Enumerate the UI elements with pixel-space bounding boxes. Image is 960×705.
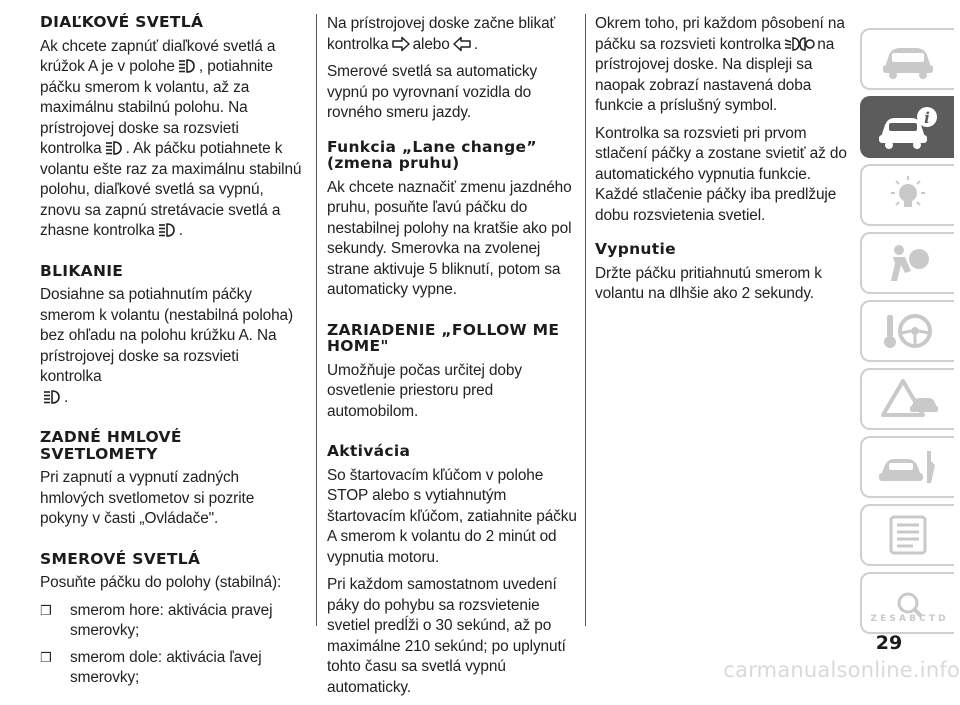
heading-flash: BLIKANIE (40, 261, 124, 280)
paragraph: So štartovacím kľúčom v polohe STOP alebo s vytiahnutým štartovacím kľúčom, zatiahnite páčku A smerom k volantu do 2 minút od vypnutia motoru. (327, 466, 577, 566)
key-steering-wheel-icon (877, 309, 939, 353)
paragraph: Kontrolka sa rozsvieti pri prvom stlačení páčky a zostane svietiť až do automatického vypnutia funkcie. Každé stlačenie páčky iba predlžuje dobu rozsvietenia svetiel. (595, 124, 847, 224)
right-turn-arrow-icon (391, 36, 411, 52)
airbag-person-icon (877, 241, 939, 285)
high-beam-icon (104, 140, 124, 156)
footer-watermark: carmanualsonline.info (723, 658, 960, 682)
high-beam-icon (157, 222, 177, 238)
paragraph: Smerové svetlá sa automaticky vypnú po vyrovnaní vozidla do rovného smeru jazdy. (327, 63, 538, 121)
checkbox-bullet-icon: ❒ (40, 649, 52, 665)
heading-high-beam: DIAĽKOVÉ SVETLÁ (40, 13, 204, 31)
tab-maintenance[interactable] (860, 436, 954, 498)
page-number: 29 (875, 632, 903, 654)
svg-text:Z E S A B C T D: Z E S A B C T D (870, 614, 946, 624)
tab-lights[interactable] (860, 164, 954, 226)
tab-emergency[interactable] (860, 368, 954, 430)
svg-text:i: i (924, 109, 930, 127)
tab-safety[interactable] (860, 232, 954, 294)
paragraph: Pri každom samostatnom uvedení páky do pohybu sa rozsvietenie svetiel predĺži o 30 sekúnd, až po maximálne 210 sekúnd; po uplynutí tohto času sa svetlá vypnú automaticky. (327, 576, 566, 696)
car-info-icon (877, 105, 939, 149)
follow-me-home-icon (783, 36, 815, 52)
tab-know-your-car[interactable] (860, 96, 954, 158)
paragraph: Ak chcete zapnúť diaľkové svetlá a krúžok A je v polohe , potiahnite páčku smerom k volantu, až za maximálnu stabilnú polohu. Na prístrojovej doske sa rozsvieti kontrolka . Ak páčku potiahnete k volantu ešte raz za maximálnu stabilnú polohu, diaľkové svetlá sa vypnú, znovu sa zapnú stretávacie svetlá a zhasne kontrolka . (40, 37, 302, 239)
paragraph: Pri zapnutí a vypnutí zadných hmlových svetlometov si pozrite pokyny v časti „Ovládače". (40, 469, 255, 527)
paragraph: Dosiahne sa potiahnutím páčky smerom k volantu (nestabilná poloha) bez ohľadu na polohu krúžku A. Na prístrojovej doske sa rozsvieti kontrolka . (40, 286, 294, 406)
tab-dashboard[interactable] (860, 28, 954, 90)
alphabet-index-icon (870, 581, 946, 625)
paragraph: Okrem toho, pri každom pôsobení na páčku sa rozsvieti kontrolka na prístrojovej doske. Na displeji sa naopak zobrazí nastavená doba funkcie a príslušný symbol. (595, 15, 845, 114)
heading-turn-signals: SMEROVÉ SVETLÁ (40, 549, 201, 568)
paragraph: Umožňuje počas určitej doby osvetlenie priestoru pred automobilom. (327, 361, 522, 420)
heading-activation: Aktivácia (327, 442, 411, 460)
heading-lane-change: Funkcia „Lane change” (zmena pruhu) (327, 137, 537, 172)
list-item: ❒ smerom hore: aktivácia pravej smerovky; (40, 601, 273, 639)
left-turn-arrow-icon (452, 36, 472, 52)
heading-switch-off: Vypnutie (595, 240, 676, 258)
paragraph: Posuňte páčku do polohy (stabilná): (40, 574, 282, 591)
specs-list-icon (877, 513, 939, 557)
warning-triangle-car-icon (877, 377, 939, 421)
paragraph: Na prístrojovej doske začne blikať kontrolka alebo . (327, 15, 556, 53)
car-dashboard-icon (877, 37, 939, 81)
column-divider (585, 14, 586, 626)
heading-follow-me-home: ZARIADENIE „FOLLOW ME HOME" (327, 320, 560, 355)
car-wrench-icon (877, 445, 939, 489)
tab-technical-data[interactable] (860, 504, 954, 566)
tab-index[interactable] (860, 572, 954, 634)
high-beam-icon (177, 58, 197, 74)
text-column-1 (40, 14, 302, 695)
text-column-2 (327, 14, 579, 705)
paragraph: Držte páčku pritiahnutú smerom k volantu na dlhšie ako 2 sekundy. (595, 264, 822, 302)
column-divider (316, 14, 317, 626)
tab-starting[interactable] (860, 300, 954, 362)
light-bulb-icon (877, 173, 939, 217)
text-column-3 (595, 14, 851, 312)
checkbox-bullet-icon: ❒ (40, 602, 52, 618)
heading-rear-fog: ZADNÉ HMLOVÉ SVETLOMETY (40, 428, 182, 463)
list-item: ❒ smerom dole: aktivácia ľavej smerovky; (40, 648, 262, 686)
high-beam-icon (42, 389, 62, 405)
paragraph: Ak chcete naznačiť zmenu jazdného pruhu, posuňte ľavú páčku do nestabilnej polohy na kratšie ako pol sekundy. Smerovka na zvolenej strane aktivuje 5 bliknutí, potom sa automaticky vypne. (327, 178, 572, 298)
